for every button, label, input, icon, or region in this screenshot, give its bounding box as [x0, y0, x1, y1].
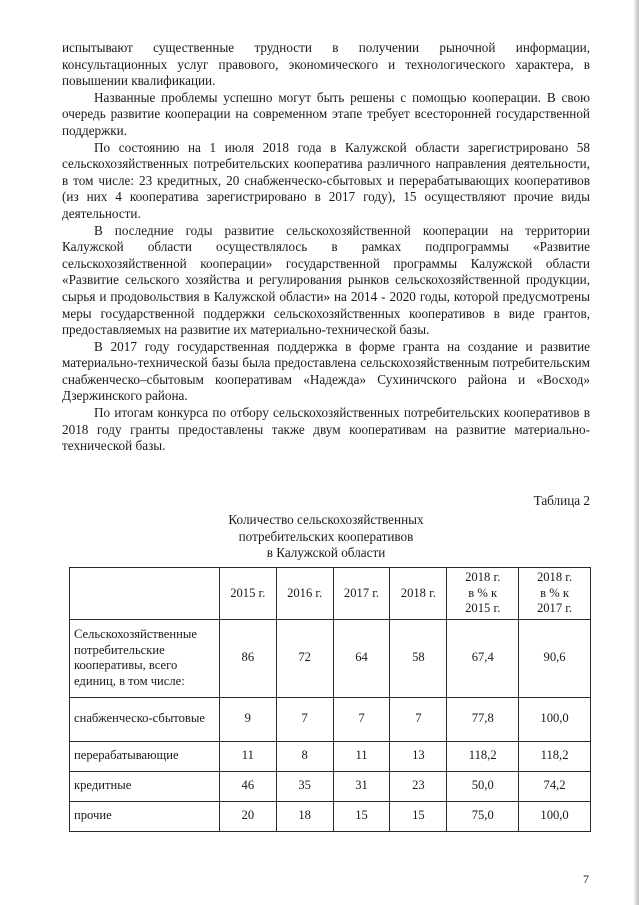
- table-title-line: Количество сельскохозяйственных: [228, 512, 424, 527]
- table-cell: 90,6: [519, 619, 591, 697]
- header-cell: 2015 г.: [219, 568, 276, 620]
- table-cell: 67,4: [447, 619, 519, 697]
- table-cell: 100,0: [519, 801, 591, 831]
- header-cell: 2018 г. в % к 2017 г.: [519, 568, 591, 620]
- table-cell: 74,2: [519, 771, 591, 801]
- table-cell: 23: [390, 771, 447, 801]
- table-title-line: потребительских кооперативов: [238, 528, 414, 544]
- header-cell: [70, 568, 220, 620]
- cooperatives-table: [69, 567, 591, 832]
- table-row: [70, 771, 591, 801]
- table-cell: 58: [390, 619, 447, 697]
- header-cell: 2018 г.: [390, 568, 447, 620]
- scan-edge: [634, 0, 639, 905]
- table-cell: 50,0: [447, 771, 519, 801]
- table-cell: 72: [276, 619, 333, 697]
- table-row: [70, 801, 591, 831]
- page-number: 7: [583, 872, 589, 886]
- paragraph: В 2017 году государственная поддержка в форме гранта на создание и развитие материально-технической базы была предоставлена сельскохозяйственным потребительским снабженческо–сбытовым кооперативам «Надежда» Сухиничского района и «Восход» Дзержинского района.: [62, 338, 590, 404]
- table-cell: 20: [219, 801, 276, 831]
- table-cell: 9: [219, 697, 276, 741]
- table-cell: 15: [333, 801, 390, 831]
- table-cell: 11: [219, 741, 276, 771]
- row-label: кредитные: [70, 771, 220, 801]
- table-cell: 8: [276, 741, 333, 771]
- table-cell: 46: [219, 771, 276, 801]
- table-cell: 100,0: [519, 697, 591, 741]
- table-cell: 64: [333, 619, 390, 697]
- header-cell: 2017 г.: [333, 568, 390, 620]
- row-label: прочие: [70, 801, 220, 831]
- table-row: [70, 619, 591, 697]
- table-title: [62, 512, 590, 562]
- table-label: Таблица 2: [533, 493, 590, 508]
- row-label: Сельскохозяйственные потребительские кооперативы, всего единиц, в том числе:: [70, 619, 220, 697]
- table-row: [70, 741, 591, 771]
- paragraph: По состоянию на 1 июля 2018 года в Калужской области зарегистрировано 58 сельскохозяйственных потребительских кооператива различного направления деятельности, в том числе: 23 кредитных, 20 снабженческо-сбытовых и перерабатывающих кооперативов (из них 4 кооператива зарегистрировано в 2017 году), 15 осуществляют прочие виды деятельности.: [62, 139, 590, 221]
- paragraph: В последние годы развитие сельскохозяйственной кооперации на территории Калужской области осуществлялось в рамках подпрограммы «Развитие сельскохозяйственной кооперации» государственной программы Калужской области «Развитие сельского хозяйства и регулирования рынков сельскохозяйственной продукции, сырья и продовольствия в Калужской области» на 2014 - 2020 годы, которой предусмотрены меры государственной поддержки сельскохозяйственных кооперативов в виде грантов, предоставляемых на развитие их материально-технической базы.: [62, 222, 590, 338]
- table-header-row: [70, 568, 591, 620]
- table-cell: 18: [276, 801, 333, 831]
- paragraph: испытывают существенные трудности в получении рыночной информации, консультационных услуг правового, экономического и технологического характера, в повышении квалификации.: [62, 40, 590, 89]
- table-cell: 35: [276, 771, 333, 801]
- table-cell: 11: [333, 741, 390, 771]
- table-cell: 118,2: [519, 741, 591, 771]
- table-cell: 7: [390, 697, 447, 741]
- table-cell: 86: [219, 619, 276, 697]
- header-cell: 2018 г. в % к 2015 г.: [447, 568, 519, 620]
- row-label: снабженческо-сбытовые: [70, 697, 220, 741]
- paragraph: Названные проблемы успешно могут быть решены с помощью кооперации. В свою очередь развитие кооперации на современном этапе требует всесторонней государственной поддержки.: [62, 89, 590, 138]
- table-title-line: в Калужской области: [266, 545, 386, 561]
- table-cell: 118,2: [447, 741, 519, 771]
- table-row: [70, 697, 591, 741]
- table-cell: 7: [333, 697, 390, 741]
- table-cell: 15: [390, 801, 447, 831]
- table-cell: 77,8: [447, 697, 519, 741]
- row-label: перерабатывающие: [70, 741, 220, 771]
- table-cell: 7: [276, 697, 333, 741]
- table-cell: 75,0: [447, 801, 519, 831]
- table-cell: 31: [333, 771, 390, 801]
- table-cell: 13: [390, 741, 447, 771]
- body-text: [62, 40, 590, 455]
- header-cell: 2016 г.: [276, 568, 333, 620]
- paragraph: По итогам конкурса по отбору сельскохозяйственных потребительских кооперативов в 2018 году гранты предоставлены также двум кооперативам на развитие материально-технической базы.: [62, 405, 590, 454]
